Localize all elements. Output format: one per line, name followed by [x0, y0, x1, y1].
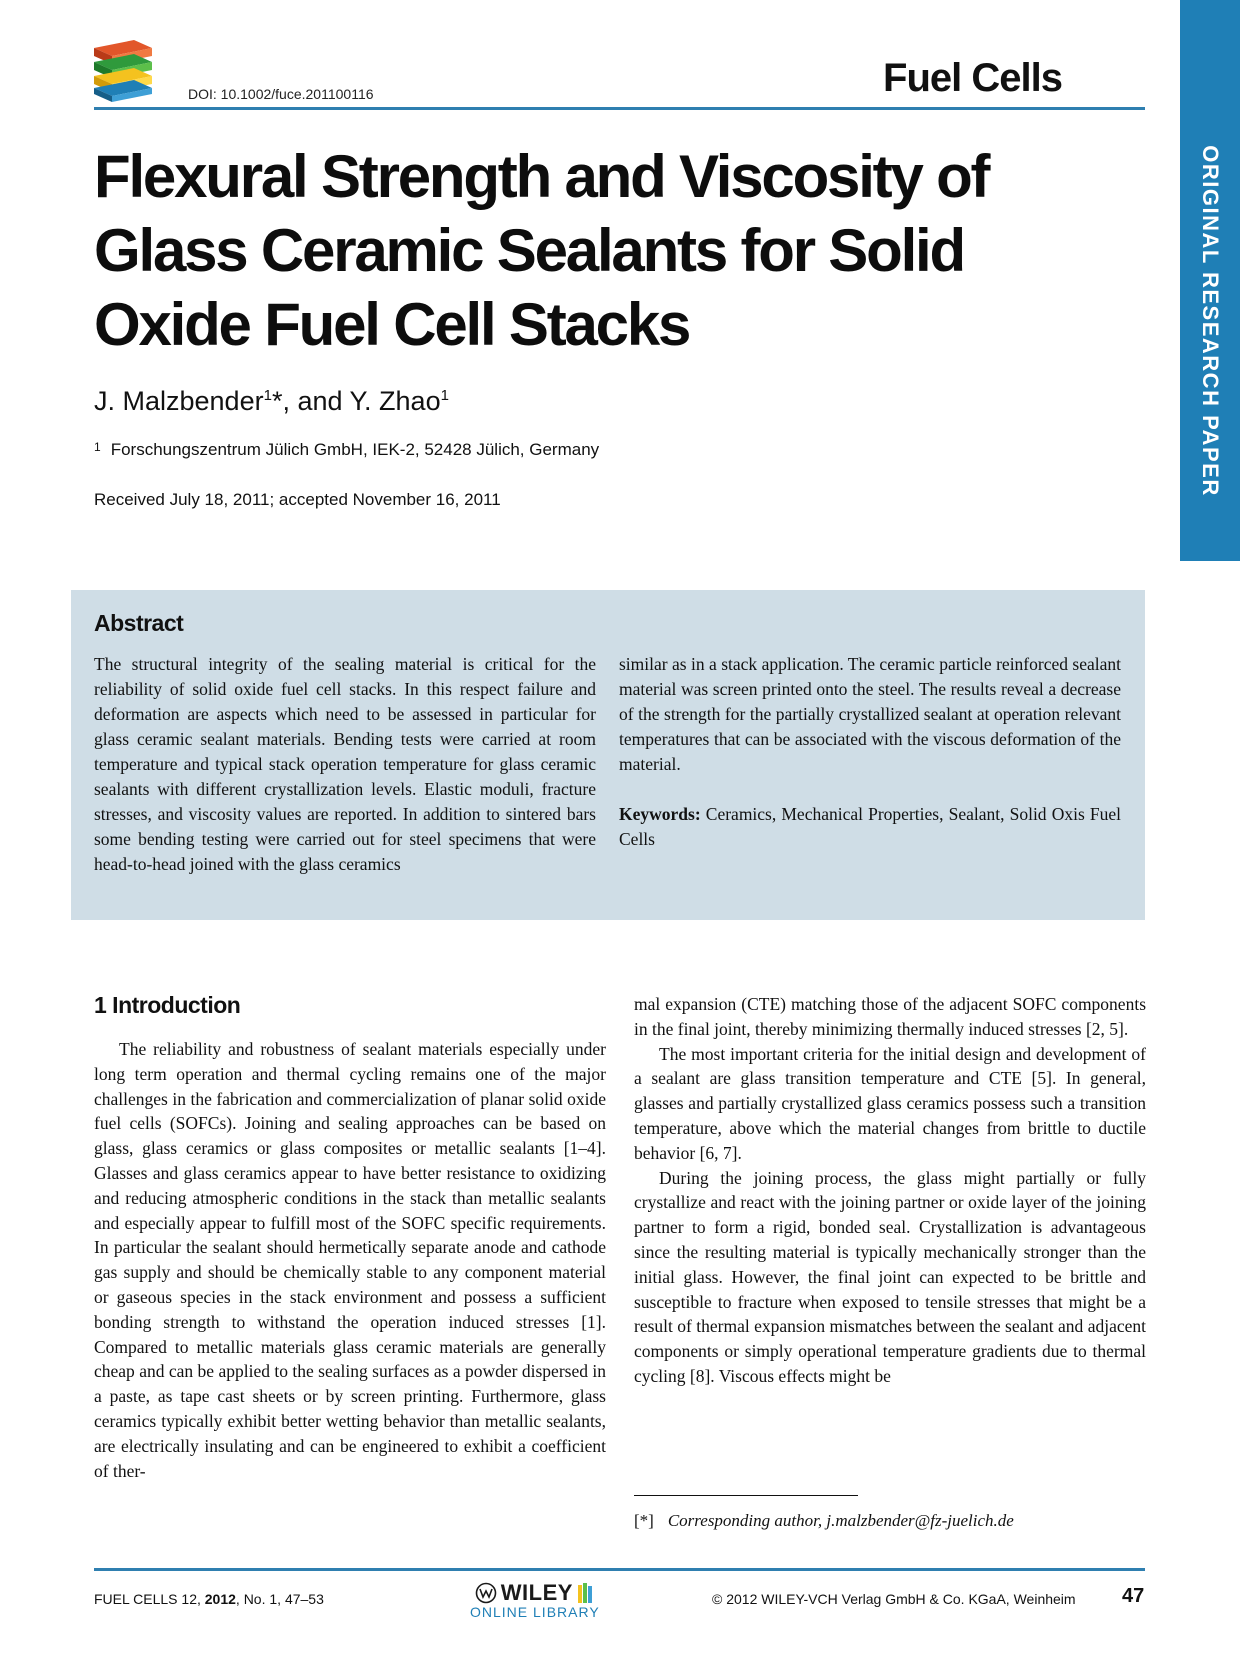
author-2: *, and Y. Zhao: [271, 386, 441, 416]
article-type-label: ORIGINAL RESEARCH PAPER: [1198, 145, 1223, 497]
abstract-heading: Abstract: [94, 610, 184, 636]
intro-paragraph-1: The reliability and robustness of sealant materials especially under long term operation and thermal cycling remains one of the major challenges in the fabrication and commercialization of planar solid oxide fuel cells (SOFCs). Joining and sealing approaches can be based on glass, glass ceramics or glass composites or metallic sealants [1–4]. Glasses and glass ceramics appear to have better resistance to oxidizing and reducing atmospheric conditions in the stack than metallic sealants and especially appear to fulfill most of the SOFC specific requirements. In particular the sealant should hermetically separate anode and cathode gas supply and should be chemically stable to any component material or gaseous species in the stack environment and possess a sufficient bonding strength to withstand the operation induced stresses [1]. Compared to metallic materials glass ceramic materials are generally cheap and can be applied to the sealing surfaces as a powder dispersed in a paste, as tape cast sheets or by screen printing. Furthermore, glass ceramics typically exhibit better wetting behavior than metallic sealants, are electrically insulating and can be engineered to exhibit a coefficient of ther-: [94, 1039, 606, 1481]
received-dates: Received July 18, 2011; accepted November 16, 2011: [94, 490, 501, 509]
wiley-emblem-icon: [475, 1582, 497, 1604]
abstract-text-continued: similar as in a stack application. The ceramic particle reinforced sealant material was screen printed onto the steel. The results reveal a decrease of the strength for the partially crystallized sealant at operation relevant temperatures that can be associated with the viscous deformation of the material.: [619, 654, 1121, 774]
intro-paragraph-2: The most important criteria for the initial design and development of a sealant are glass transition temperature and CTE [5]. In general, glasses and partially crystallized glass ceramics possess such a transition temperature, above which the material changes from brittle to ductile behavior [6, 7].: [634, 1043, 1146, 1163]
footer-rule: [94, 1568, 1145, 1571]
abstract-column-2: [619, 652, 1121, 852]
corresponding-author: Corresponding author, j.malzbender@fz-juelich.de: [667, 1511, 1014, 1530]
affiliation-number: 1: [94, 440, 101, 454]
body-column-1: [94, 1037, 606, 1483]
publisher-name: WILEY: [500, 1580, 573, 1605]
library-books-icon: [577, 1582, 595, 1604]
footnote-rule: [634, 1495, 858, 1496]
citation-issue: , No. 1, 47–53: [235, 1591, 324, 1607]
citation-year: 2012: [204, 1591, 236, 1607]
author-1-affiliation: 1: [263, 387, 272, 404]
intro-paragraph-1-continued: mal expansion (CTE) matching those of the adjacent SOFC components in the final joint, thereby minimizing thermally induced stresses [2, 5].: [634, 994, 1146, 1039]
footnote: [634, 1511, 1014, 1531]
body-column-2: [634, 992, 1146, 1389]
intro-paragraph-3: During the joining process, the glass might partially or fully crystallize and react with the joining partner or oxide layer of the joining partner to form a rigid, bonded seal. Crystallization is advantageous since the resulting material is typically mechanically stronger than the initial glass. However, the final joint can expected to be brittle and susceptible to fracture when exposed to tensile stresses that might be a result of thermal expansion mismatches between the sealant and adjacent components or simply operational temperature gradients due to thermal cycling [8]. Viscous effects might be: [634, 1167, 1146, 1386]
footnote-marker: [*]: [634, 1511, 654, 1530]
keywords: [619, 802, 1121, 852]
header-rule: [94, 107, 1145, 110]
author-1: J. Malzbender: [94, 386, 264, 416]
wiley-wordmark: [470, 1580, 600, 1606]
author-2-affiliation: 1: [440, 387, 449, 404]
keywords-label: Keywords:: [619, 804, 701, 824]
journal-name: Fuel Cells: [883, 56, 1062, 100]
author-line: [94, 386, 449, 417]
doi-text: DOI: 10.1002/fuce.201100116: [188, 86, 374, 102]
citation-journal: FUEL CELLS 12,: [94, 1591, 205, 1607]
section-heading-introduction: 1 Introduction: [94, 992, 241, 1018]
affiliation: [94, 440, 599, 460]
affiliation-text: Forschungszentrum Jülich GmbH, IEK-2, 52428 Jülich, Germany: [110, 440, 600, 459]
citation-info: [94, 1591, 324, 1607]
wiley-online-library-logo: [470, 1580, 600, 1620]
page-number: 47: [1122, 1585, 1145, 1607]
keywords-list: Ceramics, Mechanical Properties, Sealant, Solid Oxis Fuel Cells: [619, 804, 1121, 849]
abstract-column-1: The structural integrity of the sealing material is critical for the reliability of solid oxide fuel cell stacks. In this respect failure and deformation are aspects which need to be assessed in particular for glass ceramic sealant materials. Bending tests were carried at room temperature and typical stack operation temperature for glass ceramic sealants with different crystallization levels. Elastic moduli, fracture stresses, and viscosity values are reported. In addition to sintered bars some bending testing were carried out for steel specimens that were head-to-head joined with the glass ceramics: [94, 654, 596, 874]
online-library-label: ONLINE LIBRARY: [470, 1604, 600, 1620]
journal-logo: [94, 36, 154, 102]
copyright: © 2012 WILEY-VCH Verlag GmbH & Co. KGaA, Weinheim: [712, 1591, 1076, 1607]
article-title: Flexural Strength and Viscosity of Glass Ceramic Sealants for Solid Oxide Fuel Cell Stacks: [94, 143, 989, 358]
article-type-tab: [1180, 0, 1240, 561]
